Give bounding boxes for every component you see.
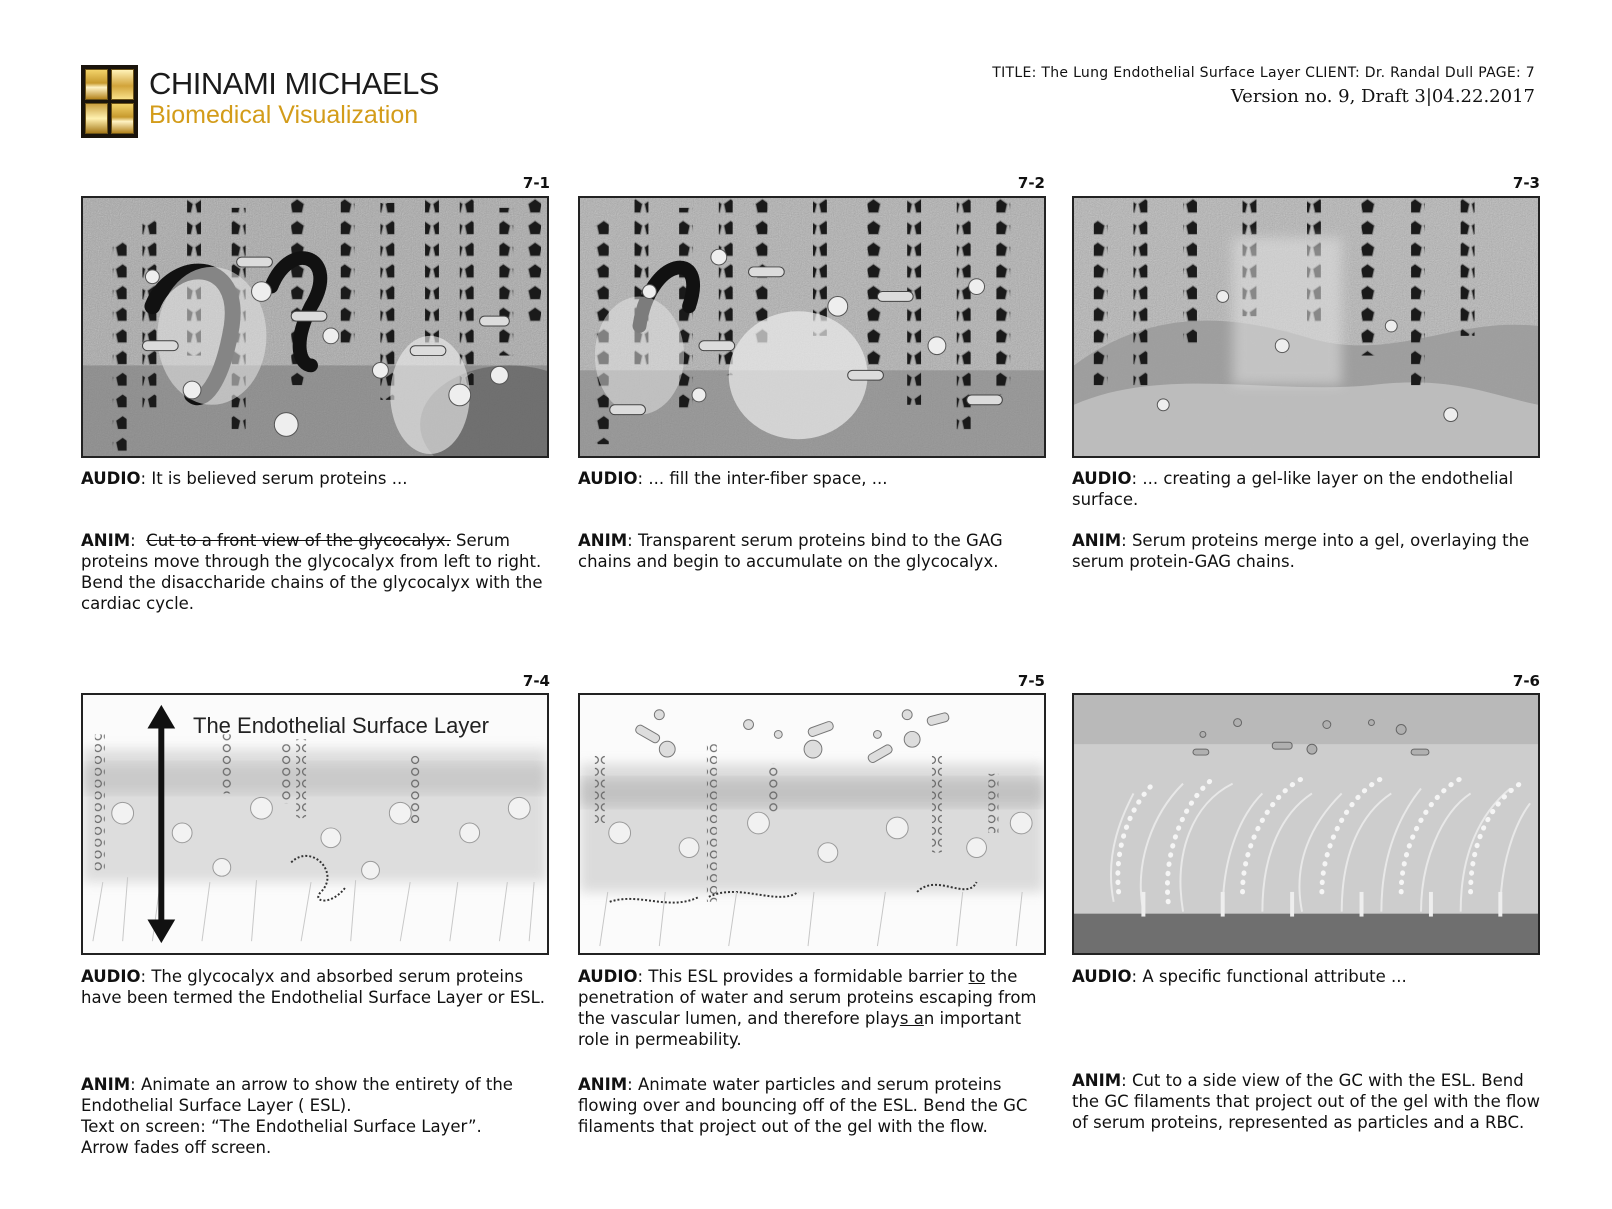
audio-underline-1: to: [968, 967, 986, 986]
esl-overlay-title: The Endothelial Surface Layer: [193, 713, 489, 738]
storyboard-frame-7-1: [81, 196, 549, 458]
audio-underline-2: s a: [899, 1009, 924, 1028]
audio-label: AUDIO: [578, 967, 638, 986]
storyboard-frame-7-4: [81, 693, 549, 955]
panel-number: 7-3: [1512, 174, 1540, 192]
struck-text: Cut to a front view of the glycocalyx.: [146, 531, 451, 550]
anim-label: ANIM: [1072, 1071, 1122, 1090]
audio-text: : A specific functional attribute ...: [1131, 967, 1407, 986]
gel-layer-illustration: [1074, 198, 1538, 456]
audio-label: AUDIO: [1072, 469, 1132, 488]
panel-audio-text: [81, 966, 551, 1008]
document-meta-version: Version no. 9, Draft 3|04.22.2017: [1230, 86, 1535, 107]
audio-text: : It is believed serum proteins ...: [140, 469, 408, 488]
anim-label: ANIM: [578, 531, 628, 550]
panel-anim-text: [578, 1074, 1048, 1137]
panel-audio-text: [81, 468, 551, 489]
audio-label: AUDIO: [1072, 967, 1132, 986]
audio-text: : ... fill the inter-fiber space, ...: [637, 469, 888, 488]
anim-text: : Transparent serum proteins bind to the GAG chains and begin to accumulate on the glycocalyx.: [578, 531, 1003, 571]
anim-label: ANIM: [578, 1075, 628, 1094]
panel-anim-text: [81, 1074, 551, 1158]
audio-text: : ... creating a gel-like layer on the endothelial surface.: [1072, 469, 1514, 509]
panel-number: 7-1: [522, 174, 550, 192]
gc-side-view-illustration: [1074, 695, 1538, 953]
storyboard-frame-7-3: [1072, 196, 1540, 458]
audio-text-b: the penetration of water and serum proteins escaping from the vascular lumen, and therefore play: [578, 967, 1037, 1028]
anim-text: Serum proteins move through the glycocalyx from left to right. Bend the disaccharide chains of the glycocalyx with the cardiac cycle.: [81, 531, 543, 613]
panel-number: 7-4: [522, 672, 550, 690]
panel-audio-text: [1072, 468, 1542, 510]
glycocalyx-proteins-illustration: [580, 198, 1044, 456]
panel-audio-text: [578, 468, 1048, 489]
logo-mark-icon: [81, 65, 138, 138]
brand-name: CHINAMI MICHAELS: [149, 66, 439, 101]
audio-text-c: n important role in permeability.: [578, 1009, 1022, 1049]
audio-text-a: : This ESL provides a formidable barrier: [637, 967, 969, 986]
esl-flow-illustration: [580, 695, 1044, 953]
panel-anim-text: ANIM: Cut to a front view of the glycocalyx. Serum proteins move through the glycocalyx from left to right. Bend the disaccharide chains of the glycocalyx with the cardiac cycle.: [81, 531, 543, 613]
anim-text-line2: Text on screen: “The Endothelial Surface Layer”.: [81, 1117, 482, 1136]
anim-label: ANIM: [81, 1075, 131, 1094]
panel-anim-text: [1072, 1070, 1542, 1133]
panel-number: 7-5: [1017, 672, 1045, 690]
audio-text: : The glycocalyx and absorbed serum proteins have been termed the Endothelial Surface Layer or ESL.: [81, 967, 546, 1007]
anim-label: ANIM: [1072, 531, 1122, 550]
panel-anim-text: [578, 530, 1048, 572]
anim-text: : Animate water particles and serum proteins flowing over and bouncing off of the ESL. Bend the GC filaments that project out of the gel with the flow.: [578, 1075, 1028, 1136]
audio-label: AUDIO: [578, 469, 638, 488]
anim-text: : Cut to a side view of the GC with the ESL. Bend the GC filaments that project out of the gel with the flow of serum proteins, represented as particles and a RBC.: [1072, 1071, 1540, 1132]
anim-label: ANIM: [81, 531, 131, 550]
storyboard-frame-7-6: [1072, 693, 1540, 955]
panel-anim-text: [1072, 530, 1542, 572]
panel-number: 7-2: [1017, 174, 1045, 192]
panel-number: 7-6: [1512, 672, 1540, 690]
audio-label: AUDIO: [81, 469, 141, 488]
anim-text: : Serum proteins merge into a gel, overlaying the serum protein-GAG chains.: [1072, 531, 1530, 571]
anim-text-line3: Arrow fades off screen.: [81, 1138, 272, 1157]
panel-audio-text: [1072, 966, 1542, 987]
storyboard-frame-7-5: [578, 693, 1046, 955]
panel-audio-text: [578, 966, 1048, 1050]
anim-text: : Animate an arrow to show the entirety of the Endothelial Surface Layer ( ESL).: [81, 1075, 513, 1115]
glycocalyx-front-illustration: [83, 198, 547, 456]
brand-subtitle: Biomedical Visualization: [149, 101, 419, 129]
audio-label: AUDIO: [81, 967, 141, 986]
storyboard-frame-7-2: [578, 196, 1046, 458]
document-meta-title: TITLE: The Lung Endothelial Surface Layer CLIENT: Dr. Randal Dull PAGE: 7: [992, 65, 1535, 81]
